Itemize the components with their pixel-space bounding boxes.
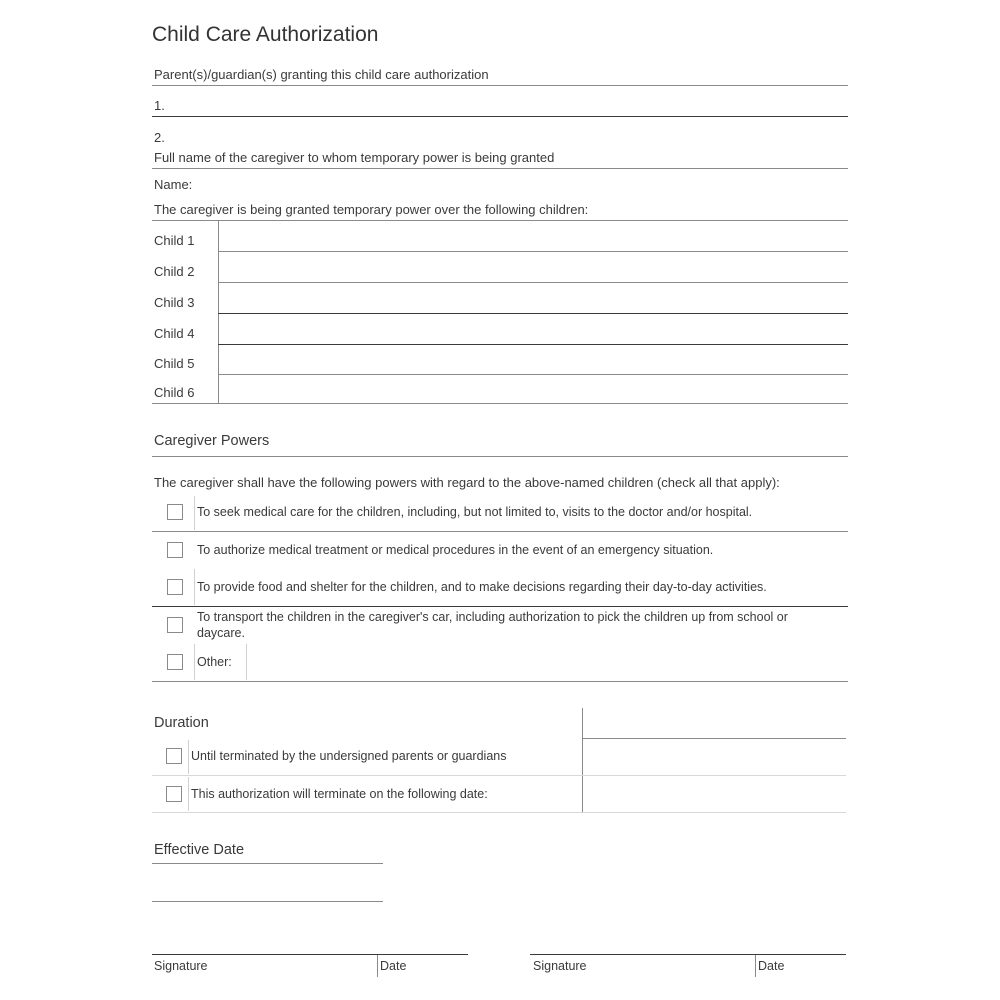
divider <box>582 738 846 739</box>
parent-1-label: 1. <box>154 98 165 113</box>
row-line <box>218 251 848 252</box>
column-divider <box>194 496 195 530</box>
column-divider <box>755 955 756 977</box>
column-divider <box>377 955 378 977</box>
power-2-checkbox[interactable] <box>167 542 183 558</box>
power-1-checkbox[interactable] <box>167 504 183 520</box>
children-table-divider <box>218 220 219 404</box>
column-divider <box>246 644 247 680</box>
power-other-field[interactable] <box>250 646 846 678</box>
column-divider <box>188 777 189 811</box>
children-table-bottom <box>152 403 848 404</box>
duration-column-divider <box>582 708 583 812</box>
duration-until-terminated-checkbox[interactable] <box>166 748 182 764</box>
child-2-field[interactable] <box>222 253 846 281</box>
power-3-checkbox[interactable] <box>167 579 183 595</box>
signature-2-label: Signature <box>533 959 587 973</box>
power-3-label: To provide food and shelter for the children, and to make decisions regarding their day-to-day activities. <box>197 580 767 594</box>
child-3-label: Child 3 <box>154 295 195 310</box>
children-table-top <box>152 220 848 221</box>
duration-end-date-field[interactable] <box>586 777 844 811</box>
power-1-label: To seek medical care for the children, including, but not limited to, visits to the doctor and/or hospital. <box>197 505 753 519</box>
effective-date-field[interactable] <box>152 868 383 900</box>
effective-date-heading: Effective Date <box>154 842 245 858</box>
row-line <box>218 344 848 345</box>
divider <box>152 775 846 776</box>
child-3-field[interactable] <box>222 284 846 312</box>
child-2-label: Child 2 <box>154 264 195 279</box>
child-1-field[interactable] <box>222 222 846 250</box>
child-1-label: Child 1 <box>154 233 195 248</box>
child-6-field[interactable] <box>222 376 846 403</box>
signature-2-field[interactable] <box>530 925 754 953</box>
divider <box>152 168 848 169</box>
signature-1-date-label: Date <box>380 959 407 973</box>
signature-2-date-label: Date <box>758 959 785 973</box>
row-line <box>218 374 848 375</box>
row-line <box>218 313 848 314</box>
child-4-label: Child 4 <box>154 326 195 341</box>
divider <box>152 812 846 813</box>
parent-1-line <box>152 116 848 117</box>
column-divider <box>194 644 195 680</box>
powers-heading: Caregiver Powers <box>154 433 270 449</box>
signature-2-date-field[interactable] <box>758 925 846 953</box>
effective-date-line <box>152 901 383 902</box>
signature-line-1 <box>152 954 468 955</box>
parent-1-field[interactable] <box>170 92 846 114</box>
duration-heading: Duration <box>154 715 209 731</box>
power-4-label-cont: daycare. <box>197 626 245 640</box>
parents-heading: Parent(s)/guardian(s) granting this child care authorization <box>154 67 489 82</box>
child-4-field[interactable] <box>222 315 846 343</box>
power-2-label: To authorize medical treatment or medical procedures in the event of an emergency situation. <box>197 543 714 557</box>
divider <box>152 531 848 532</box>
power-other-label: Other: <box>197 655 232 669</box>
divider <box>152 85 848 86</box>
child-5-field[interactable] <box>222 346 846 373</box>
signature-1-label: Signature <box>154 959 208 973</box>
duration-end-date-checkbox[interactable] <box>166 786 182 802</box>
child-5-label: Child 5 <box>154 356 195 371</box>
duration-end-date-label: This authorization will terminate on the following date: <box>191 787 488 801</box>
caregiver-heading: Full name of the caregiver to whom temporary power is being granted <box>154 150 555 165</box>
power-other-checkbox[interactable] <box>167 654 183 670</box>
powers-intro: The caregiver shall have the following powers with regard to the above-named children (check all that apply): <box>154 475 780 490</box>
power-4-label: To transport the children in the caregiver's car, including authorization to pick the children up from school or <box>197 610 788 624</box>
row-line <box>218 282 848 283</box>
column-divider <box>188 740 189 774</box>
form-title: Child Care Authorization <box>152 23 379 46</box>
signature-line-2 <box>530 954 846 955</box>
signature-1-date-field[interactable] <box>380 925 468 953</box>
divider <box>152 863 383 864</box>
signature-1-field[interactable] <box>152 925 376 953</box>
divider <box>152 681 848 682</box>
parent-2-field[interactable] <box>170 126 846 146</box>
child-6-label: Child 6 <box>154 385 195 400</box>
caregiver-name-field[interactable] <box>200 172 846 194</box>
divider <box>152 606 848 607</box>
duration-until-terminated-label: Until terminated by the undersigned parents or guardians <box>191 749 507 763</box>
caregiver-name-label: Name: <box>154 177 193 192</box>
children-heading: The caregiver is being granted temporary power over the following children: <box>154 202 589 217</box>
column-divider <box>194 569 195 605</box>
power-4-checkbox[interactable] <box>167 617 183 633</box>
divider <box>152 456 848 457</box>
parent-2-label: 2. <box>154 130 165 145</box>
